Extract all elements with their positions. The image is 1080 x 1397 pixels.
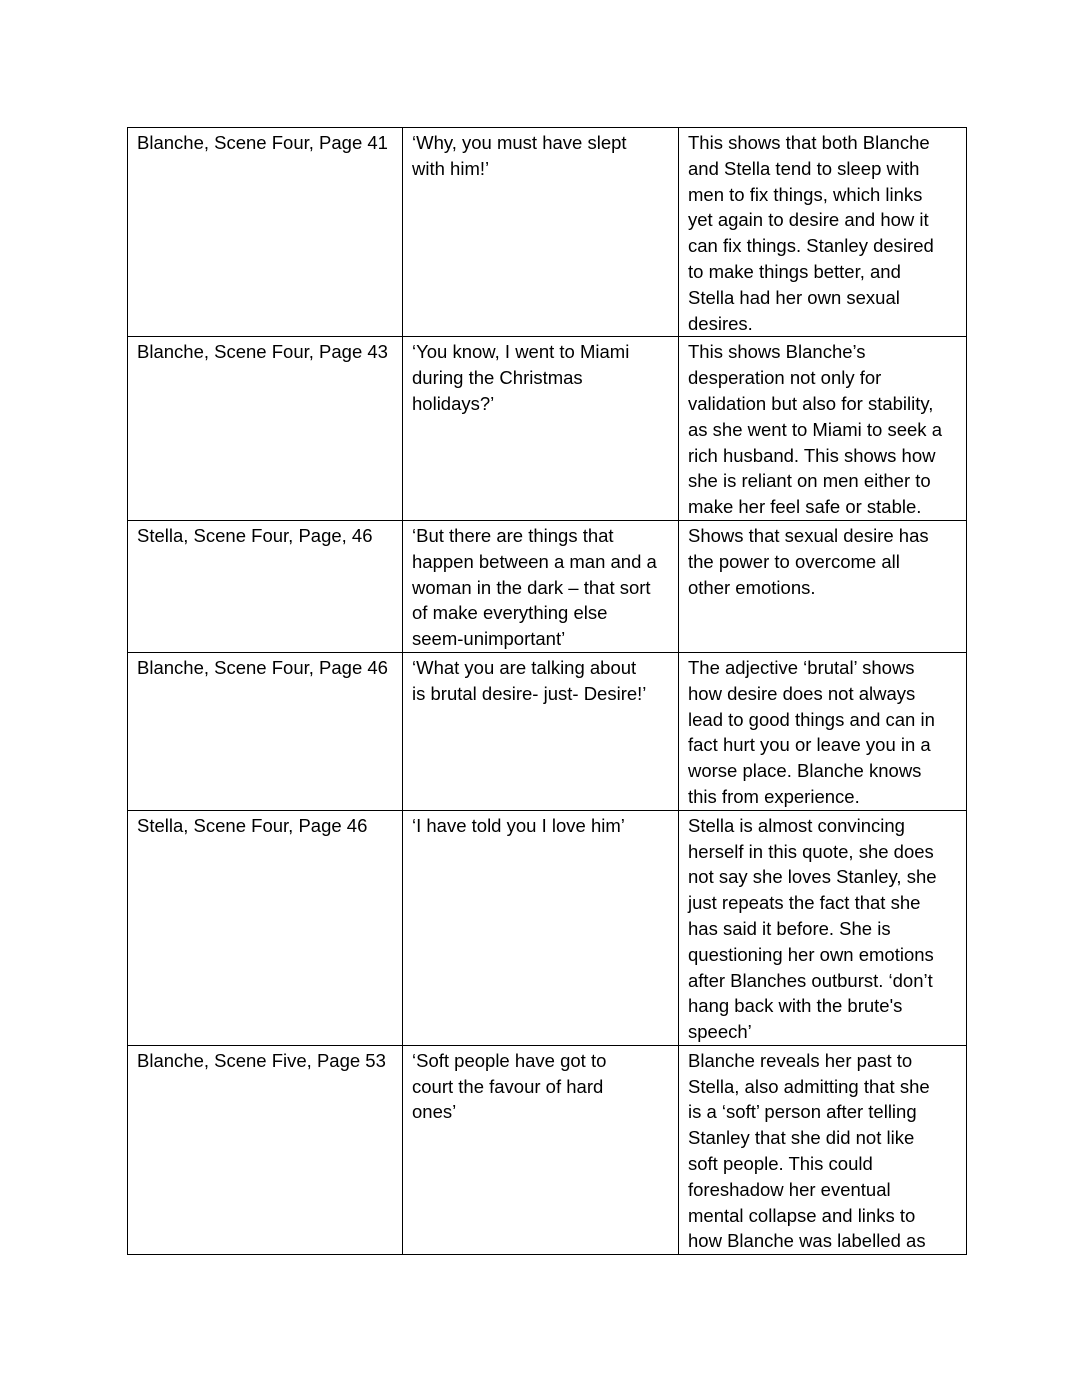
quote-cell: ‘But there are things that happen between a man and a woman in the dark – that sort of make everything else seem-unimportant’ xyxy=(403,520,679,652)
speaker-cell: Stella, Scene Four, Page, 46 xyxy=(128,520,403,652)
analysis-cell: Stella is almost convincing herself in this quote, she does not say she loves Stanley, she just repeats the fact that she has said it before. She is questioning her own emotions after Blanches outburst. ‘don’t hang back with the brute's speech’ xyxy=(679,810,967,1045)
quote-cell: ‘What you are talking about is brutal desire- just- Desire!’ xyxy=(403,652,679,810)
quote-cell: ‘You know, I went to Miami during the Christmas holidays?’ xyxy=(403,337,679,521)
analysis-cell: This shows that both Blanche and Stella tend to sleep with men to fix things, which links yet again to desire and how it can fix things. Stanley desired to make things better, and Stella had her own sexual desires. xyxy=(679,128,967,337)
speaker-cell: Blanche, Scene Five, Page 53 xyxy=(128,1045,403,1254)
table-row xyxy=(128,128,967,337)
quote-cell: ‘Why, you must have slept with him!’ xyxy=(403,128,679,337)
speaker-cell: Blanche, Scene Four, Page 41 xyxy=(128,128,403,337)
analysis-cell: Blanche reveals her past to Stella, also admitting that she is a ‘soft’ person after telling Stanley that she did not like soft people. This could foreshadow her eventual mental collapse and links to how Blanche was labelled as xyxy=(679,1045,967,1254)
table-row xyxy=(128,652,967,810)
analysis-cell: This shows Blanche’s desperation not only for validation but also for stability, as she went to Miami to seek a rich husband. This shows how she is reliant on men either to make her feel safe or stable. xyxy=(679,337,967,521)
table-row xyxy=(128,337,967,521)
quote-cell: ‘I have told you I love him’ xyxy=(403,810,679,1045)
quote-cell: ‘Soft people have got to court the favour of hard ones’ xyxy=(403,1045,679,1254)
quotes-table xyxy=(127,127,967,1255)
table-row xyxy=(128,1045,967,1254)
table-row xyxy=(128,520,967,652)
speaker-cell: Blanche, Scene Four, Page 43 xyxy=(128,337,403,521)
table-row xyxy=(128,810,967,1045)
analysis-cell: Shows that sexual desire has the power to overcome all other emotions. xyxy=(679,520,967,652)
analysis-cell: The adjective ‘brutal’ shows how desire does not always lead to good things and can in fact hurt you or leave you in a worse place. Blanche knows this from experience. xyxy=(679,652,967,810)
speaker-cell: Stella, Scene Four, Page 46 xyxy=(128,810,403,1045)
speaker-cell: Blanche, Scene Four, Page 46 xyxy=(128,652,403,810)
